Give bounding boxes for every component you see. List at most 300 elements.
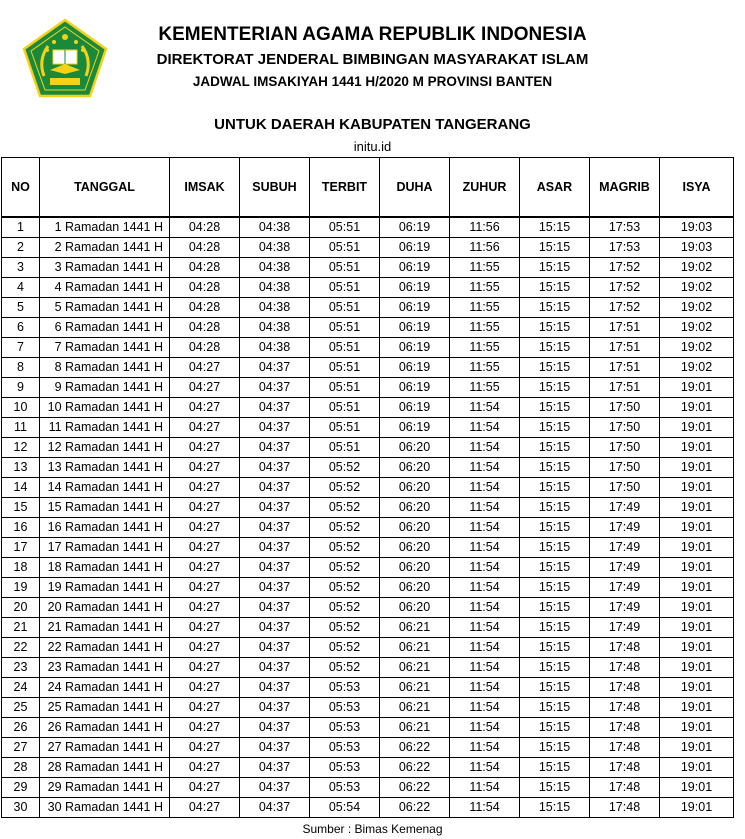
cell-col-terbit: 05:51 bbox=[310, 318, 380, 338]
cell-col-isya: 19:02 bbox=[660, 358, 734, 378]
cell-col-subuh: 04:37 bbox=[240, 798, 310, 818]
cell-col-duha: 06:20 bbox=[380, 558, 450, 578]
cell-col-tanggal: 15 Ramadan 1441 H bbox=[40, 498, 170, 518]
cell-col-zuhur: 11:55 bbox=[450, 298, 520, 318]
cell-col-magrib: 17:50 bbox=[590, 418, 660, 438]
cell-col-magrib: 17:49 bbox=[590, 538, 660, 558]
cell-col-imsak: 04:27 bbox=[170, 698, 240, 718]
cell-col-isya: 19:02 bbox=[660, 278, 734, 298]
cell-col-zuhur: 11:54 bbox=[450, 578, 520, 598]
table-row bbox=[2, 638, 734, 658]
cell-col-zuhur: 11:54 bbox=[450, 738, 520, 758]
cell-col-zuhur: 11:55 bbox=[450, 338, 520, 358]
cell-col-subuh: 04:37 bbox=[240, 658, 310, 678]
cell-col-duha: 06:20 bbox=[380, 438, 450, 458]
cell-col-subuh: 04:37 bbox=[240, 378, 310, 398]
cell-col-no: 4 bbox=[2, 278, 40, 298]
cell-col-no: 10 bbox=[2, 398, 40, 418]
cell-col-terbit: 05:52 bbox=[310, 598, 380, 618]
cell-col-imsak: 04:27 bbox=[170, 438, 240, 458]
cell-col-tanggal: 23 Ramadan 1441 H bbox=[40, 658, 170, 678]
cell-col-tanggal: 25 Ramadan 1441 H bbox=[40, 698, 170, 718]
cell-col-zuhur: 11:56 bbox=[450, 238, 520, 258]
cell-col-magrib: 17:48 bbox=[590, 718, 660, 738]
cell-col-terbit: 05:51 bbox=[310, 398, 380, 418]
cell-col-imsak: 04:27 bbox=[170, 598, 240, 618]
cell-col-tanggal: 7 Ramadan 1441 H bbox=[40, 338, 170, 358]
table-row bbox=[2, 518, 734, 538]
cell-col-tanggal: 6 Ramadan 1441 H bbox=[40, 318, 170, 338]
cell-col-duha: 06:19 bbox=[380, 258, 450, 278]
cell-col-no: 19 bbox=[2, 578, 40, 598]
source-note: Sumber : Bimas Kemenag bbox=[302, 822, 443, 836]
table-row bbox=[2, 598, 734, 618]
table-row bbox=[2, 318, 734, 338]
table-row bbox=[2, 498, 734, 518]
cell-col-magrib: 17:49 bbox=[590, 518, 660, 538]
cell-col-duha: 06:20 bbox=[380, 458, 450, 478]
cell-col-zuhur: 11:54 bbox=[450, 458, 520, 478]
cell-col-zuhur: 11:55 bbox=[450, 358, 520, 378]
cell-col-isya: 19:01 bbox=[660, 558, 734, 578]
cell-col-no: 28 bbox=[2, 758, 40, 778]
cell-col-asar: 15:15 bbox=[520, 438, 590, 458]
table-row bbox=[2, 418, 734, 438]
cell-col-no: 14 bbox=[2, 478, 40, 498]
cell-col-asar: 15:15 bbox=[520, 738, 590, 758]
cell-col-subuh: 04:37 bbox=[240, 578, 310, 598]
cell-col-zuhur: 11:55 bbox=[450, 258, 520, 278]
cell-col-asar: 15:15 bbox=[520, 478, 590, 498]
cell-col-duha: 06:19 bbox=[380, 217, 450, 238]
table-row bbox=[2, 298, 734, 318]
cell-col-zuhur: 11:55 bbox=[450, 278, 520, 298]
table-row bbox=[2, 698, 734, 718]
cell-col-duha: 06:19 bbox=[380, 338, 450, 358]
cell-col-magrib: 17:52 bbox=[590, 278, 660, 298]
table-row bbox=[2, 438, 734, 458]
cell-col-tanggal: 18 Ramadan 1441 H bbox=[40, 558, 170, 578]
cell-col-tanggal: 10 Ramadan 1441 H bbox=[40, 398, 170, 418]
cell-col-magrib: 17:48 bbox=[590, 758, 660, 778]
cell-col-no: 26 bbox=[2, 718, 40, 738]
cell-col-duha: 06:21 bbox=[380, 698, 450, 718]
cell-col-duha: 06:22 bbox=[380, 758, 450, 778]
cell-col-asar: 15:15 bbox=[520, 598, 590, 618]
cell-col-zuhur: 11:54 bbox=[450, 478, 520, 498]
table-row bbox=[2, 738, 734, 758]
cell-col-imsak: 04:27 bbox=[170, 578, 240, 598]
cell-col-tanggal: 14 Ramadan 1441 H bbox=[40, 478, 170, 498]
cell-col-duha: 06:19 bbox=[380, 358, 450, 378]
cell-col-duha: 06:19 bbox=[380, 318, 450, 338]
cell-col-tanggal: 29 Ramadan 1441 H bbox=[40, 778, 170, 798]
cell-col-asar: 15:15 bbox=[520, 298, 590, 318]
cell-col-no: 29 bbox=[2, 778, 40, 798]
cell-col-magrib: 17:49 bbox=[590, 498, 660, 518]
cell-col-imsak: 04:27 bbox=[170, 778, 240, 798]
cell-col-asar: 15:15 bbox=[520, 338, 590, 358]
cell-col-subuh: 04:37 bbox=[240, 498, 310, 518]
cell-col-isya: 19:01 bbox=[660, 378, 734, 398]
cell-col-no: 27 bbox=[2, 738, 40, 758]
cell-col-magrib: 17:48 bbox=[590, 798, 660, 818]
cell-col-tanggal: 17 Ramadan 1441 H bbox=[40, 538, 170, 558]
cell-col-zuhur: 11:55 bbox=[450, 318, 520, 338]
table-row bbox=[2, 558, 734, 578]
cell-col-imsak: 04:28 bbox=[170, 238, 240, 258]
cell-col-asar: 15:15 bbox=[520, 318, 590, 338]
cell-col-isya: 19:01 bbox=[660, 698, 734, 718]
cell-col-imsak: 04:27 bbox=[170, 718, 240, 738]
cell-col-zuhur: 11:55 bbox=[450, 378, 520, 398]
cell-col-duha: 06:21 bbox=[380, 658, 450, 678]
cell-col-asar: 15:15 bbox=[520, 638, 590, 658]
cell-col-no: 11 bbox=[2, 418, 40, 438]
table-row bbox=[2, 758, 734, 778]
cell-col-tanggal: 12 Ramadan 1441 H bbox=[40, 438, 170, 458]
cell-col-subuh: 04:37 bbox=[240, 558, 310, 578]
cell-col-tanggal: 5 Ramadan 1441 H bbox=[40, 298, 170, 318]
cell-col-magrib: 17:50 bbox=[590, 398, 660, 418]
cell-col-no: 21 bbox=[2, 618, 40, 638]
cell-col-magrib: 17:50 bbox=[590, 438, 660, 458]
cell-col-magrib: 17:50 bbox=[590, 478, 660, 498]
cell-col-duha: 06:20 bbox=[380, 578, 450, 598]
header-col-duha: DUHA bbox=[380, 158, 450, 218]
cell-col-duha: 06:20 bbox=[380, 538, 450, 558]
table-row bbox=[2, 278, 734, 298]
cell-col-magrib: 17:48 bbox=[590, 658, 660, 678]
cell-col-no: 25 bbox=[2, 698, 40, 718]
cell-col-terbit: 05:51 bbox=[310, 298, 380, 318]
cell-col-zuhur: 11:54 bbox=[450, 558, 520, 578]
cell-col-terbit: 05:51 bbox=[310, 278, 380, 298]
cell-col-duha: 06:19 bbox=[380, 278, 450, 298]
cell-col-duha: 06:21 bbox=[380, 638, 450, 658]
cell-col-subuh: 04:38 bbox=[240, 278, 310, 298]
cell-col-zuhur: 11:54 bbox=[450, 438, 520, 458]
cell-col-asar: 15:15 bbox=[520, 258, 590, 278]
cell-col-isya: 19:01 bbox=[660, 778, 734, 798]
cell-col-asar: 15:15 bbox=[520, 398, 590, 418]
cell-col-tanggal: 20 Ramadan 1441 H bbox=[40, 598, 170, 618]
cell-col-imsak: 04:27 bbox=[170, 758, 240, 778]
cell-col-duha: 06:19 bbox=[380, 238, 450, 258]
cell-col-duha: 06:22 bbox=[380, 778, 450, 798]
cell-col-duha: 06:19 bbox=[380, 398, 450, 418]
cell-col-terbit: 05:53 bbox=[310, 718, 380, 738]
cell-col-terbit: 05:53 bbox=[310, 778, 380, 798]
cell-col-duha: 06:20 bbox=[380, 518, 450, 538]
table-row bbox=[2, 398, 734, 418]
cell-col-isya: 19:01 bbox=[660, 478, 734, 498]
header-col-subuh: SUBUH bbox=[240, 158, 310, 218]
cell-col-no: 7 bbox=[2, 338, 40, 358]
cell-col-zuhur: 11:54 bbox=[450, 698, 520, 718]
cell-col-isya: 19:02 bbox=[660, 258, 734, 278]
header-col-imsak: IMSAK bbox=[170, 158, 240, 218]
cell-col-magrib: 17:52 bbox=[590, 258, 660, 278]
cell-col-magrib: 17:49 bbox=[590, 578, 660, 598]
cell-col-isya: 19:01 bbox=[660, 798, 734, 818]
table-row bbox=[2, 778, 734, 798]
cell-col-isya: 19:01 bbox=[660, 578, 734, 598]
table-row bbox=[2, 678, 734, 698]
cell-col-tanggal: 2 Ramadan 1441 H bbox=[40, 238, 170, 258]
cell-col-duha: 06:20 bbox=[380, 598, 450, 618]
cell-col-subuh: 04:37 bbox=[240, 418, 310, 438]
cell-col-duha: 06:22 bbox=[380, 798, 450, 818]
cell-col-terbit: 05:52 bbox=[310, 638, 380, 658]
cell-col-duha: 06:21 bbox=[380, 678, 450, 698]
cell-col-imsak: 04:28 bbox=[170, 217, 240, 238]
cell-col-zuhur: 11:54 bbox=[450, 718, 520, 738]
header-col-isya: ISYA bbox=[660, 158, 734, 218]
cell-col-magrib: 17:48 bbox=[590, 738, 660, 758]
cell-col-magrib: 17:48 bbox=[590, 778, 660, 798]
region-title: UNTUK DAERAH KABUPATEN TANGERANG bbox=[214, 116, 531, 133]
table-row bbox=[2, 358, 734, 378]
cell-col-tanggal: 24 Ramadan 1441 H bbox=[40, 678, 170, 698]
cell-col-terbit: 05:53 bbox=[310, 738, 380, 758]
cell-col-no: 12 bbox=[2, 438, 40, 458]
cell-col-isya: 19:01 bbox=[660, 678, 734, 698]
cell-col-imsak: 04:28 bbox=[170, 298, 240, 318]
cell-col-asar: 15:15 bbox=[520, 238, 590, 258]
cell-col-no: 16 bbox=[2, 518, 40, 538]
header-col-terbit: TERBIT bbox=[310, 158, 380, 218]
table-row bbox=[2, 798, 734, 818]
cell-col-terbit: 05:52 bbox=[310, 558, 380, 578]
cell-col-isya: 19:01 bbox=[660, 598, 734, 618]
cell-col-isya: 19:02 bbox=[660, 298, 734, 318]
cell-col-asar: 15:15 bbox=[520, 578, 590, 598]
cell-col-asar: 15:15 bbox=[520, 758, 590, 778]
cell-col-terbit: 05:52 bbox=[310, 478, 380, 498]
cell-col-tanggal: 9 Ramadan 1441 H bbox=[40, 378, 170, 398]
cell-col-magrib: 17:53 bbox=[590, 217, 660, 238]
cell-col-zuhur: 11:54 bbox=[450, 418, 520, 438]
cell-col-imsak: 04:27 bbox=[170, 418, 240, 438]
cell-col-asar: 15:15 bbox=[520, 358, 590, 378]
cell-col-isya: 19:01 bbox=[660, 458, 734, 478]
table-row bbox=[2, 338, 734, 358]
cell-col-magrib: 17:51 bbox=[590, 358, 660, 378]
cell-col-magrib: 17:49 bbox=[590, 558, 660, 578]
table-row bbox=[2, 458, 734, 478]
table-row bbox=[2, 538, 734, 558]
cell-col-magrib: 17:50 bbox=[590, 458, 660, 478]
header-col-tanggal: TANGGAL bbox=[40, 158, 170, 218]
cell-col-tanggal: 21 Ramadan 1441 H bbox=[40, 618, 170, 638]
cell-col-no: 6 bbox=[2, 318, 40, 338]
cell-col-subuh: 04:38 bbox=[240, 258, 310, 278]
cell-col-terbit: 05:51 bbox=[310, 438, 380, 458]
cell-col-asar: 15:15 bbox=[520, 618, 590, 638]
cell-col-magrib: 17:51 bbox=[590, 378, 660, 398]
cell-col-subuh: 04:38 bbox=[240, 238, 310, 258]
cell-col-subuh: 04:37 bbox=[240, 438, 310, 458]
cell-col-terbit: 05:51 bbox=[310, 258, 380, 278]
cell-col-subuh: 04:37 bbox=[240, 698, 310, 718]
cell-col-asar: 15:15 bbox=[520, 798, 590, 818]
cell-col-duha: 06:21 bbox=[380, 718, 450, 738]
cell-col-asar: 15:15 bbox=[520, 217, 590, 238]
cell-col-tanggal: 1 Ramadan 1441 H bbox=[40, 217, 170, 238]
cell-col-asar: 15:15 bbox=[520, 678, 590, 698]
cell-col-isya: 19:03 bbox=[660, 217, 734, 238]
cell-col-imsak: 04:27 bbox=[170, 558, 240, 578]
cell-col-imsak: 04:27 bbox=[170, 518, 240, 538]
table-row bbox=[2, 258, 734, 278]
cell-col-imsak: 04:28 bbox=[170, 318, 240, 338]
table-row bbox=[2, 378, 734, 398]
cell-col-subuh: 04:37 bbox=[240, 358, 310, 378]
cell-col-asar: 15:15 bbox=[520, 538, 590, 558]
cell-col-magrib: 17:49 bbox=[590, 598, 660, 618]
cell-col-asar: 15:15 bbox=[520, 498, 590, 518]
cell-col-zuhur: 11:54 bbox=[450, 498, 520, 518]
cell-col-tanggal: 27 Ramadan 1441 H bbox=[40, 738, 170, 758]
cell-col-terbit: 05:52 bbox=[310, 538, 380, 558]
cell-col-no: 20 bbox=[2, 598, 40, 618]
cell-col-imsak: 04:27 bbox=[170, 378, 240, 398]
cell-col-subuh: 04:38 bbox=[240, 298, 310, 318]
cell-col-subuh: 04:37 bbox=[240, 778, 310, 798]
cell-col-isya: 19:01 bbox=[660, 418, 734, 438]
cell-col-magrib: 17:48 bbox=[590, 678, 660, 698]
cell-col-imsak: 04:27 bbox=[170, 798, 240, 818]
cell-col-zuhur: 11:54 bbox=[450, 618, 520, 638]
cell-col-zuhur: 11:54 bbox=[450, 778, 520, 798]
cell-col-asar: 15:15 bbox=[520, 278, 590, 298]
cell-col-isya: 19:01 bbox=[660, 718, 734, 738]
cell-col-zuhur: 11:54 bbox=[450, 598, 520, 618]
cell-col-subuh: 04:37 bbox=[240, 538, 310, 558]
cell-col-imsak: 04:27 bbox=[170, 658, 240, 678]
cell-col-zuhur: 11:54 bbox=[450, 758, 520, 778]
table-row bbox=[2, 658, 734, 678]
cell-col-magrib: 17:51 bbox=[590, 338, 660, 358]
cell-col-no: 17 bbox=[2, 538, 40, 558]
table-row bbox=[2, 578, 734, 598]
cell-col-no: 1 bbox=[2, 217, 40, 238]
cell-col-terbit: 05:52 bbox=[310, 458, 380, 478]
cell-col-tanggal: 22 Ramadan 1441 H bbox=[40, 638, 170, 658]
cell-col-isya: 19:01 bbox=[660, 618, 734, 638]
cell-col-tanggal: 30 Ramadan 1441 H bbox=[40, 798, 170, 818]
cell-col-no: 22 bbox=[2, 638, 40, 658]
cell-col-magrib: 17:52 bbox=[590, 298, 660, 318]
schedule-title: JADWAL IMSAKIYAH 1441 H/2020 M PROVINSI BANTEN bbox=[192, 74, 553, 89]
cell-col-subuh: 04:37 bbox=[240, 638, 310, 658]
cell-col-duha: 06:20 bbox=[380, 478, 450, 498]
cell-col-imsak: 04:28 bbox=[170, 278, 240, 298]
cell-col-isya: 19:01 bbox=[660, 638, 734, 658]
cell-col-no: 2 bbox=[2, 238, 40, 258]
cell-col-isya: 19:01 bbox=[660, 758, 734, 778]
cell-col-isya: 19:01 bbox=[660, 438, 734, 458]
cell-col-tanggal: 16 Ramadan 1441 H bbox=[40, 518, 170, 538]
header-col-zuhur: ZUHUR bbox=[450, 158, 520, 218]
cell-col-terbit: 05:52 bbox=[310, 498, 380, 518]
cell-col-subuh: 04:38 bbox=[240, 217, 310, 238]
cell-col-asar: 15:15 bbox=[520, 658, 590, 678]
header-col-asar: ASAR bbox=[520, 158, 590, 218]
cell-col-tanggal: 3 Ramadan 1441 H bbox=[40, 258, 170, 278]
cell-col-zuhur: 11:54 bbox=[450, 638, 520, 658]
cell-col-terbit: 05:51 bbox=[310, 338, 380, 358]
cell-col-isya: 19:01 bbox=[660, 518, 734, 538]
cell-col-magrib: 17:53 bbox=[590, 238, 660, 258]
cell-col-no: 18 bbox=[2, 558, 40, 578]
cell-col-no: 9 bbox=[2, 378, 40, 398]
cell-col-zuhur: 11:56 bbox=[450, 217, 520, 238]
cell-col-terbit: 05:52 bbox=[310, 658, 380, 678]
cell-col-subuh: 04:37 bbox=[240, 758, 310, 778]
cell-col-isya: 19:01 bbox=[660, 658, 734, 678]
cell-col-zuhur: 11:54 bbox=[450, 518, 520, 538]
cell-col-tanggal: 13 Ramadan 1441 H bbox=[40, 458, 170, 478]
cell-col-terbit: 05:52 bbox=[310, 578, 380, 598]
cell-col-imsak: 04:27 bbox=[170, 638, 240, 658]
cell-col-zuhur: 11:54 bbox=[450, 398, 520, 418]
cell-col-zuhur: 11:54 bbox=[450, 658, 520, 678]
cell-col-imsak: 04:28 bbox=[170, 338, 240, 358]
cell-col-asar: 15:15 bbox=[520, 458, 590, 478]
cell-col-terbit: 05:53 bbox=[310, 678, 380, 698]
cell-col-tanggal: 19 Ramadan 1441 H bbox=[40, 578, 170, 598]
cell-col-magrib: 17:48 bbox=[590, 698, 660, 718]
cell-col-no: 24 bbox=[2, 678, 40, 698]
cell-col-tanggal: 26 Ramadan 1441 H bbox=[40, 718, 170, 738]
cell-col-isya: 19:02 bbox=[660, 318, 734, 338]
cell-col-terbit: 05:53 bbox=[310, 698, 380, 718]
cell-col-terbit: 05:52 bbox=[310, 518, 380, 538]
table-body bbox=[2, 217, 734, 818]
cell-col-tanggal: 8 Ramadan 1441 H bbox=[40, 358, 170, 378]
cell-col-subuh: 04:38 bbox=[240, 318, 310, 338]
cell-col-imsak: 04:27 bbox=[170, 478, 240, 498]
directorate-subtitle: DIREKTORAT JENDERAL BIMBINGAN MASYARAKAT ISLAM bbox=[156, 51, 589, 68]
table-header-row bbox=[2, 158, 734, 218]
table-row bbox=[2, 718, 734, 738]
cell-col-imsak: 04:27 bbox=[170, 738, 240, 758]
cell-col-no: 15 bbox=[2, 498, 40, 518]
cell-col-tanggal: 11 Ramadan 1441 H bbox=[40, 418, 170, 438]
cell-col-tanggal: 4 Ramadan 1441 H bbox=[40, 278, 170, 298]
cell-col-magrib: 17:49 bbox=[590, 618, 660, 638]
imsakiyah-table bbox=[1, 157, 734, 818]
cell-col-duha: 06:21 bbox=[380, 618, 450, 638]
cell-col-imsak: 04:27 bbox=[170, 458, 240, 478]
cell-col-no: 23 bbox=[2, 658, 40, 678]
header-col-magrib: MAGRIB bbox=[590, 158, 660, 218]
site-label: initu.id bbox=[353, 139, 392, 154]
cell-col-terbit: 05:53 bbox=[310, 758, 380, 778]
cell-col-terbit: 05:51 bbox=[310, 238, 380, 258]
cell-col-asar: 15:15 bbox=[520, 518, 590, 538]
cell-col-subuh: 04:37 bbox=[240, 718, 310, 738]
cell-col-subuh: 04:37 bbox=[240, 678, 310, 698]
cell-col-terbit: 05:51 bbox=[310, 217, 380, 238]
cell-col-subuh: 04:37 bbox=[240, 398, 310, 418]
cell-col-subuh: 04:37 bbox=[240, 478, 310, 498]
cell-col-zuhur: 11:54 bbox=[450, 798, 520, 818]
cell-col-zuhur: 11:54 bbox=[450, 538, 520, 558]
table-row bbox=[2, 618, 734, 638]
